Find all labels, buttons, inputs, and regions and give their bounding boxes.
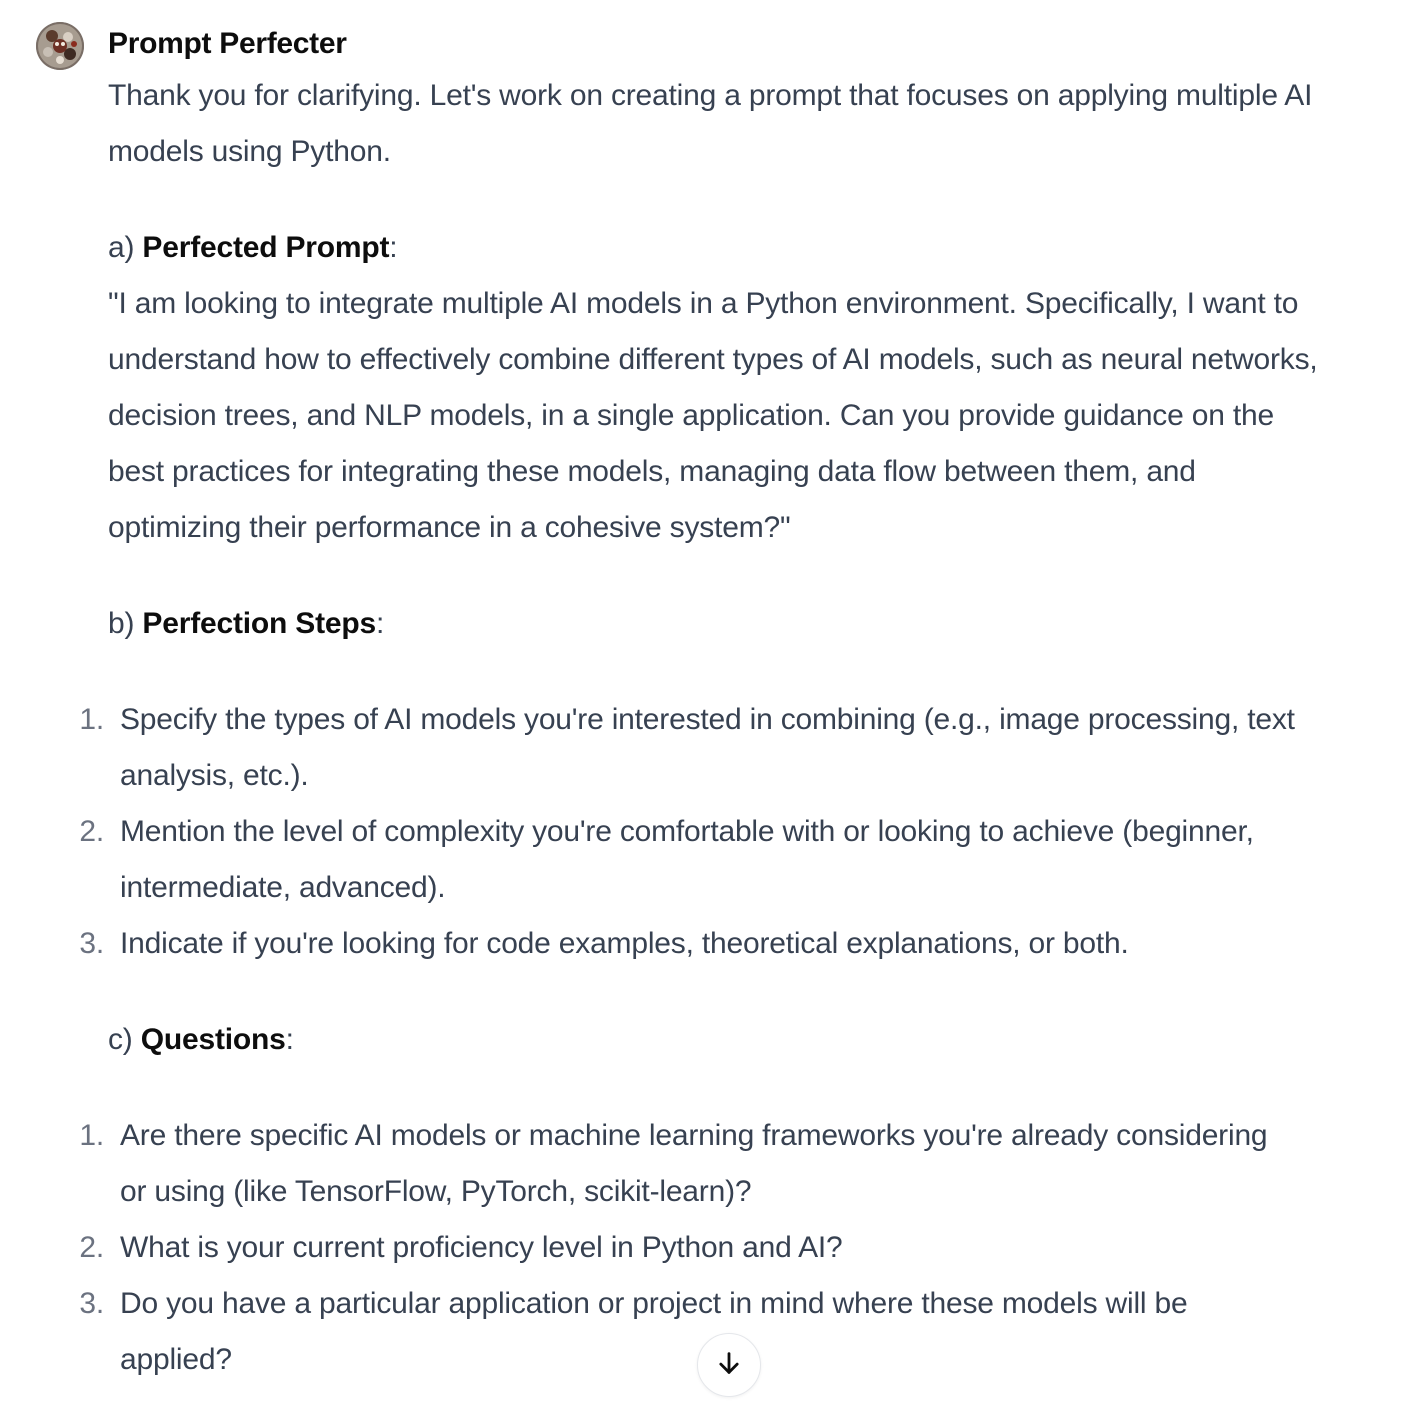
gpt-avatar[interactable] [36,22,84,70]
list-number: 2. [79,815,104,848]
list-item-text: Indicate if you're looking for code examples, theoretical explanations, or both. [120,927,1129,960]
questions-list [76,1108,1296,1388]
list-item-text: Are there specific AI models or machine learning frameworks you're already considering or using (like TensorFlow, PyTorch, scikit-learn)? [120,1119,1268,1208]
list-item [76,1108,1296,1220]
section-b-suffix: : [375,607,385,640]
intro-paragraph: Thank you for clarifying. Let's work on creating a prompt that focuses on applying multiple AI models using Python. [108,79,1313,168]
list-number: 3. [79,927,104,960]
list-number: 3. [79,1287,104,1320]
section-b-heading [108,596,1328,652]
list-item-text: What is your current proficiency level in Python and AI? [120,1231,843,1264]
section-a-prefix: a) [108,231,143,264]
list-item-text: Specify the types of AI models you're interested in combining (e.g., image processing, text analysis, etc.). [120,703,1295,792]
section-c-heading [108,1012,1328,1068]
message-content [79,68,1328,1388]
list-item [76,916,1296,972]
perfected-prompt-text: "I am looking to integrate multiple AI models in a Python environment. Specifically, I want to understand how to effectively combine different types of AI models, such as neural networks, decision trees, and NLP models, in a single application. Can you provide guidance on the best practices for integrating these models, managing data flow between them, and optimizing their performance in a cohesive system?" [108,287,1318,544]
arrow-down-icon [715,1349,743,1382]
list-item [76,692,1296,804]
list-number: 2. [79,1231,104,1264]
section-c-suffix: : [285,1023,294,1056]
section-c-prefix: c) [108,1023,141,1056]
section-b-title: Perfection Steps [142,607,376,640]
message-author: Prompt Perfecter [108,27,347,60]
list-item [76,804,1296,916]
section-a-title: Perfected Prompt [142,231,390,264]
list-item-text: Do you have a particular application or project in mind where these models will be applied? [120,1287,1188,1376]
section-b-prefix: b) [108,607,143,640]
list-item [76,1220,1296,1276]
section-c-title: Questions [140,1023,286,1056]
list-number: 1. [79,703,104,736]
list-number: 1. [79,1119,104,1152]
list-item [76,1276,1296,1388]
perfection-steps-list [76,692,1296,972]
list-item-text: Mention the level of complexity you're comfortable with or looking to achieve (beginner, intermediate, advanced). [120,815,1254,904]
section-a-heading [108,220,1328,276]
section-a-suffix: : [389,231,398,264]
scroll-to-bottom-button[interactable] [697,1333,761,1397]
